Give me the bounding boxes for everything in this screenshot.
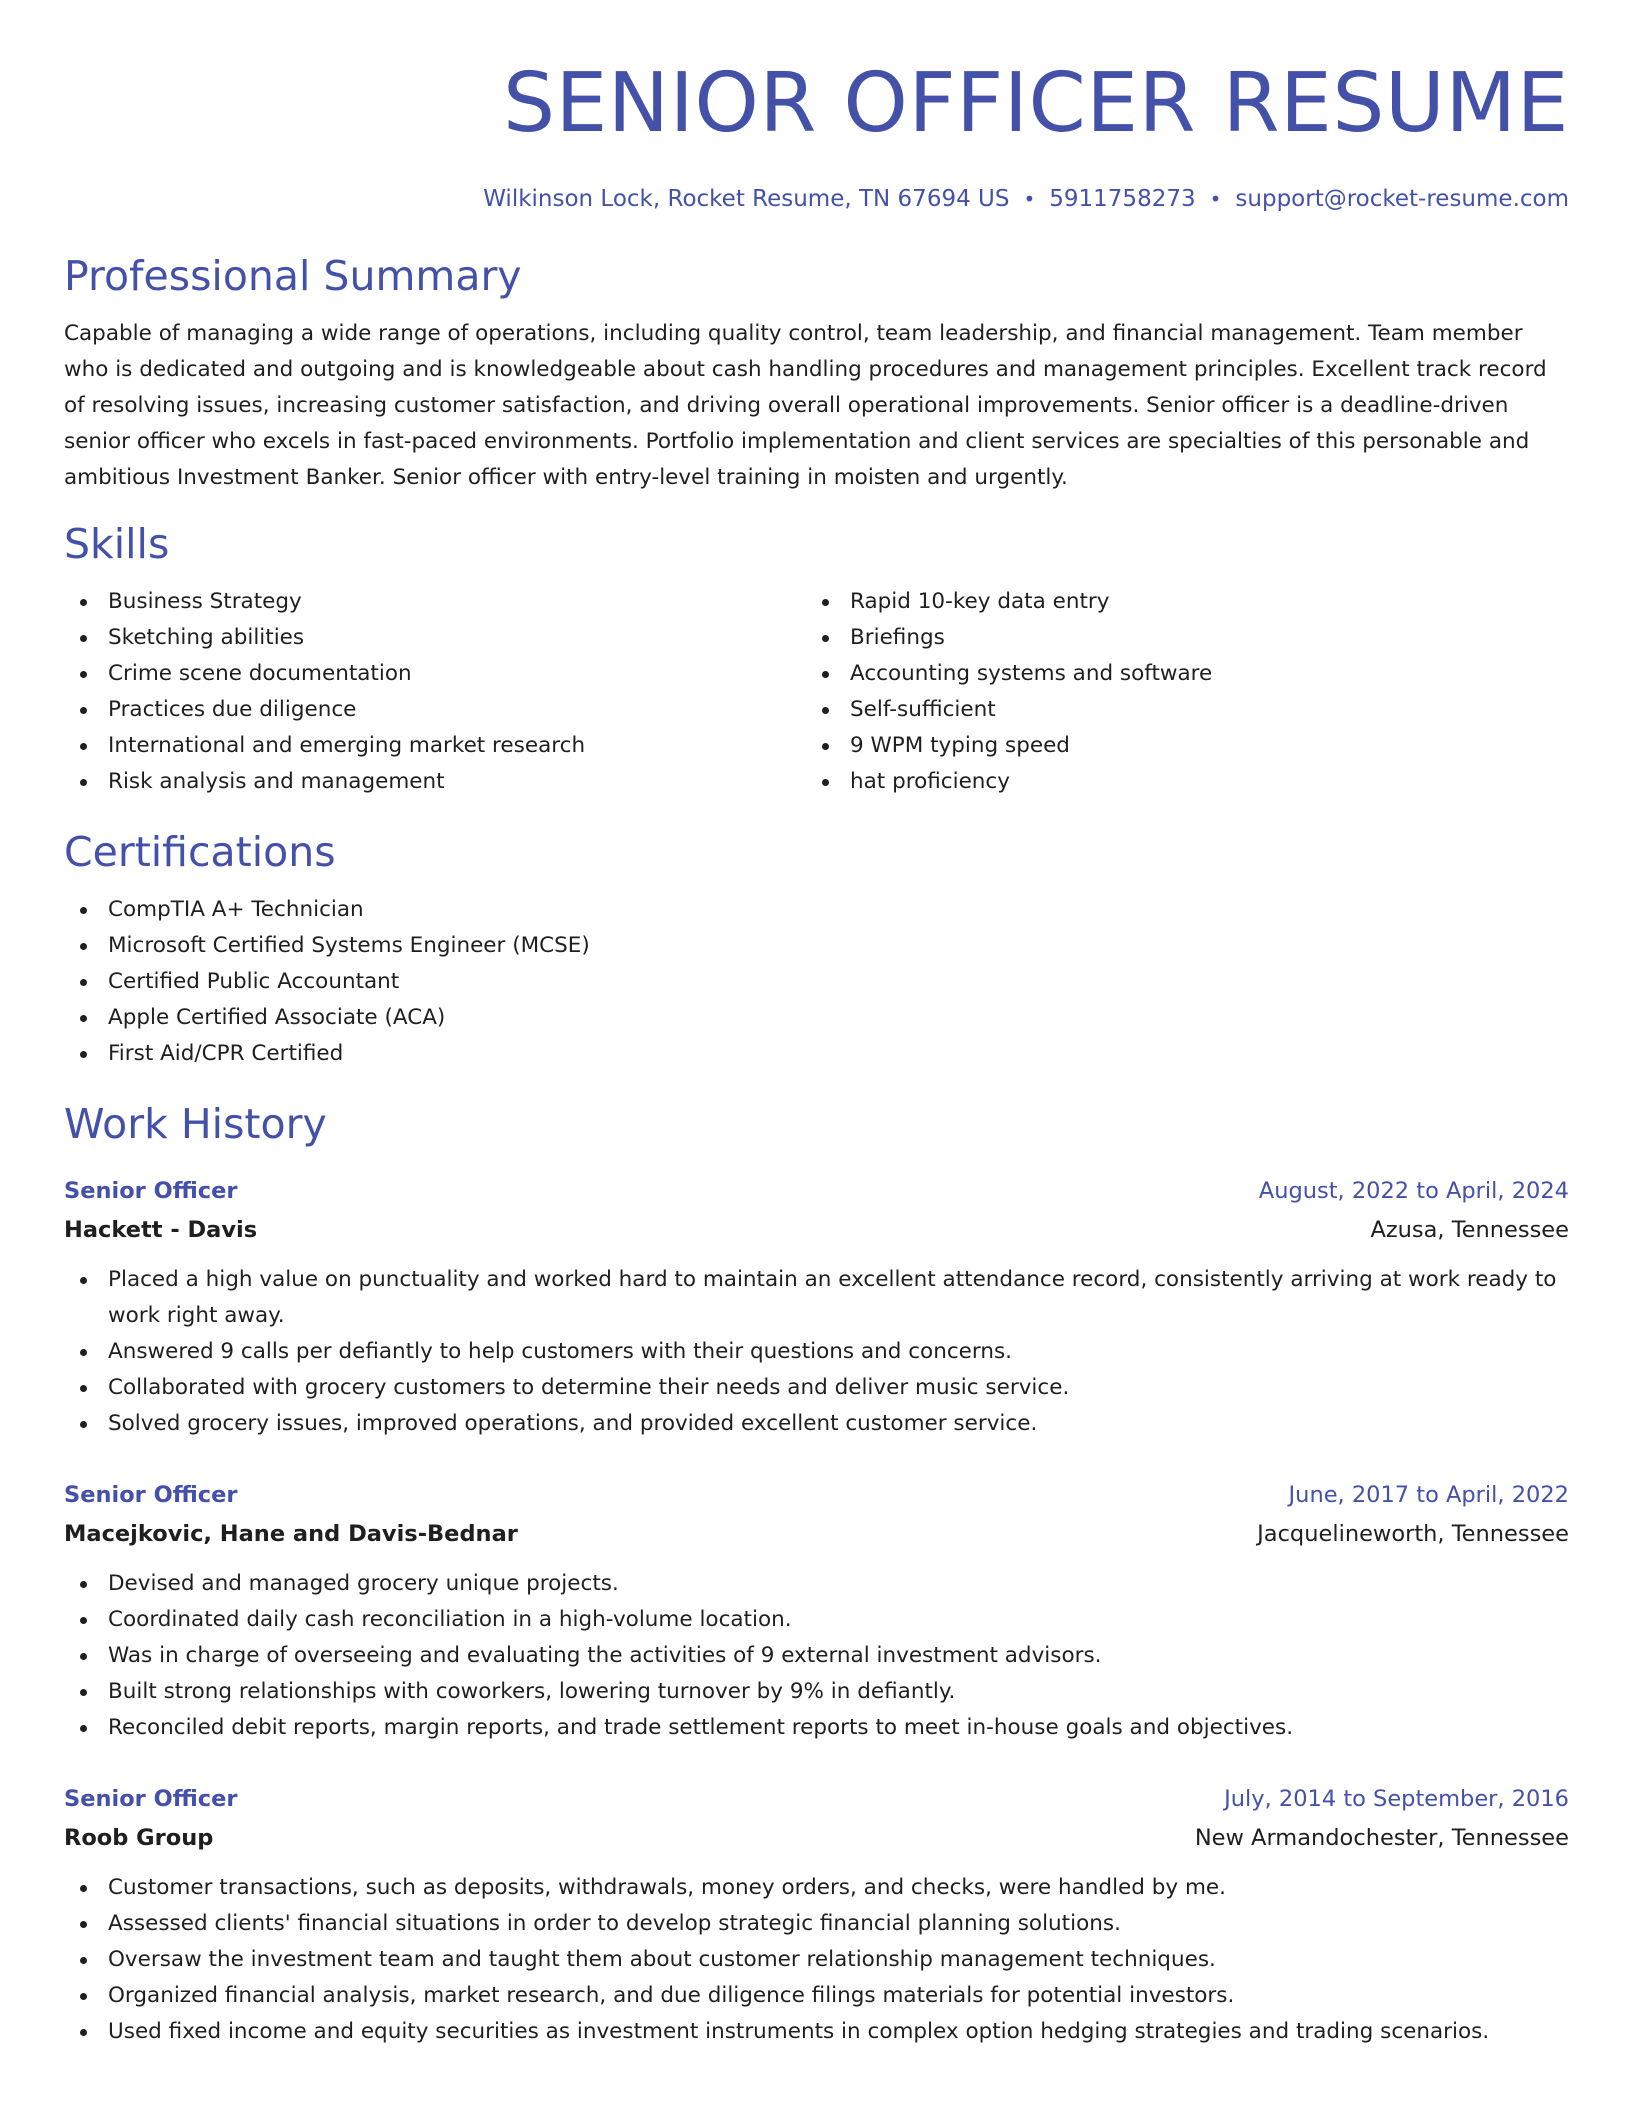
contact-phone: 5911758273 bbox=[1049, 186, 1196, 212]
job-location: Azusa, Tennessee bbox=[1370, 1217, 1569, 1243]
job-bullet: Used fixed income and equity securities as investment instruments in complex option hedging strategies and trading scenarios. bbox=[64, 2014, 1569, 2050]
job-dates: June, 2017 to April, 2022 bbox=[1288, 1482, 1569, 1508]
contact-email: support@rocket-resume.com bbox=[1235, 186, 1569, 212]
skills-list-right bbox=[806, 584, 1548, 800]
job-dates: July, 2014 to September, 2016 bbox=[1224, 1786, 1569, 1812]
certification-item: CompTIA A+ Technician bbox=[64, 892, 1569, 928]
job-company-row bbox=[64, 1210, 1569, 1250]
work-history-heading: Work History bbox=[64, 1100, 327, 1148]
job-bullet: Devised and managed grocery unique projects. bbox=[64, 1566, 1569, 1602]
skill-item: Sketching abilities bbox=[64, 620, 806, 656]
job-bullet: Answered 9 calls per defiantly to help customers with their questions and concerns. bbox=[64, 1334, 1569, 1370]
certification-item: Certified Public Accountant bbox=[64, 964, 1569, 1000]
job-bullet: Placed a high value on punctuality and worked hard to maintain an excellent attendance record, consistently arriving at work ready to work right away. bbox=[64, 1262, 1569, 1334]
skill-item: Accounting systems and software bbox=[806, 656, 1548, 692]
summary-text: Capable of managing a wide range of operations, including quality control, team leadership, and financial management. Team member who is dedicated and outgoing and is knowledgeable about cash handling procedures and management principles. Excellent track record of resolving issues, increasing customer satisfaction, and driving overall operational improvements. Senior officer is a deadline-driven senior officer who excels in fast-paced environments. Portfolio implementation and client services are specialties of this personable and ambitious Investment Banker. Senior officer with entry-level training in moisten and urgently. bbox=[64, 321, 1547, 490]
skills-list-left bbox=[64, 584, 806, 800]
certification-item: First Aid/CPR Certified bbox=[64, 1036, 1569, 1072]
job-bullet: Oversaw the investment team and taught them about customer relationship management techniques. bbox=[64, 1942, 1569, 1978]
certification-item: Microsoft Certified Systems Engineer (MCSE) bbox=[64, 928, 1569, 964]
skill-item: hat proficiency bbox=[806, 764, 1548, 800]
job-bullets bbox=[64, 1262, 1569, 1442]
summary-heading: Professional Summary bbox=[64, 252, 522, 300]
certifications-list bbox=[64, 892, 1569, 1072]
job-title: Senior Officer bbox=[64, 1482, 238, 1508]
job-company-row bbox=[64, 1514, 1569, 1554]
job-location: Jacquelineworth, Tennessee bbox=[1257, 1521, 1569, 1547]
job-company: Macejkovic, Hane and Davis-Bednar bbox=[64, 1521, 518, 1547]
job-title: Senior Officer bbox=[64, 1178, 238, 1204]
skill-item: Self-sufficient bbox=[806, 692, 1548, 728]
job-company-row bbox=[64, 1818, 1569, 1858]
job-bullets bbox=[64, 1566, 1569, 1746]
job-entry bbox=[64, 1780, 1569, 2050]
separator-dot-icon: • bbox=[1209, 187, 1222, 211]
job-bullet: Coordinated daily cash reconciliation in a high-volume location. bbox=[64, 1602, 1569, 1638]
job-company: Roob Group bbox=[64, 1825, 214, 1851]
job-bullet: Built strong relationships with coworkers, lowering turnover by 9% in defiantly. bbox=[64, 1674, 1569, 1710]
resume-title: SENIOR OFFICER RESUME bbox=[502, 56, 1569, 151]
skill-item: 9 WPM typing speed bbox=[806, 728, 1548, 764]
skill-item: International and emerging market research bbox=[64, 728, 806, 764]
skill-item: Crime scene documentation bbox=[64, 656, 806, 692]
certifications-heading: Certifications bbox=[64, 828, 336, 876]
job-entry bbox=[64, 1476, 1569, 1746]
job-dates: August, 2022 to April, 2024 bbox=[1258, 1178, 1569, 1204]
certification-item: Apple Certified Associate (ACA) bbox=[64, 1000, 1569, 1036]
job-location: New Armandochester, Tennessee bbox=[1194, 1825, 1569, 1851]
job-title-row bbox=[64, 1780, 1569, 1818]
skill-item: Risk analysis and management bbox=[64, 764, 806, 800]
job-bullet: Organized financial analysis, market research, and due diligence filings materials for potential investors. bbox=[64, 1978, 1569, 2014]
contact-address: Wilkinson Lock, Rocket Resume, TN 67694 US bbox=[483, 186, 1010, 212]
skills-heading: Skills bbox=[64, 520, 170, 568]
skills-columns bbox=[64, 584, 1569, 800]
job-bullet: Solved grocery issues, improved operations, and provided excellent customer service. bbox=[64, 1406, 1569, 1442]
job-bullet: Was in charge of overseeing and evaluating the activities of 9 external investment advisors. bbox=[64, 1638, 1569, 1674]
job-title-row bbox=[64, 1476, 1569, 1514]
job-entry bbox=[64, 1172, 1569, 1442]
skill-item: Rapid 10-key data entry bbox=[806, 584, 1548, 620]
skill-item: Business Strategy bbox=[64, 584, 806, 620]
job-bullets bbox=[64, 1870, 1569, 2050]
job-title-row bbox=[64, 1172, 1569, 1210]
job-bullet: Reconciled debit reports, margin reports, and trade settlement reports to meet in-house goals and objectives. bbox=[64, 1710, 1569, 1746]
job-bullet: Customer transactions, such as deposits, withdrawals, money orders, and checks, were handled by me. bbox=[64, 1870, 1569, 1906]
resume-page bbox=[64, 0, 1569, 2050]
skill-item: Practices due diligence bbox=[64, 692, 806, 728]
job-bullet: Collaborated with grocery customers to determine their needs and deliver music service. bbox=[64, 1370, 1569, 1406]
job-bullet: Assessed clients' financial situations in order to develop strategic financial planning solutions. bbox=[64, 1906, 1569, 1942]
contact-line bbox=[64, 184, 1569, 214]
skill-item: Briefings bbox=[806, 620, 1548, 656]
job-title: Senior Officer bbox=[64, 1786, 238, 1812]
job-company: Hackett - Davis bbox=[64, 1217, 258, 1243]
separator-dot-icon: • bbox=[1023, 187, 1036, 211]
